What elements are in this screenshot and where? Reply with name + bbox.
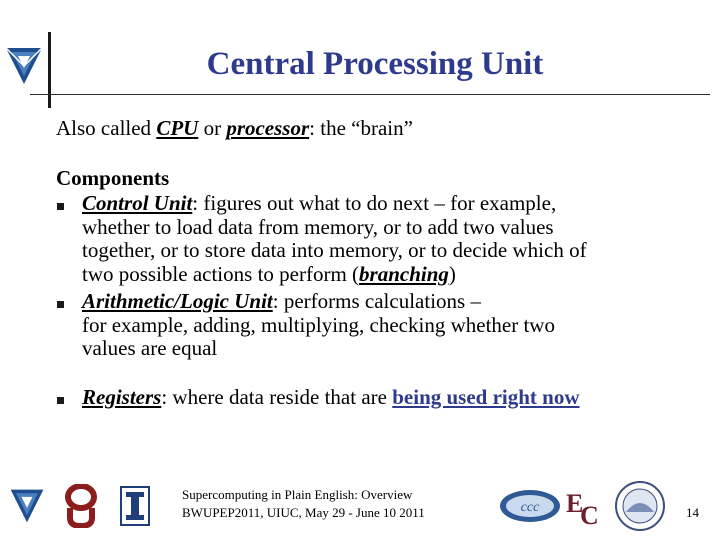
bullet-text: values are equal: [82, 336, 218, 360]
bullet-marker: [57, 301, 64, 308]
bullet-text: ): [448, 261, 456, 286]
oscer-logo-icon: [8, 486, 46, 526]
header-vertical-rule: [48, 32, 51, 108]
bullet-marker: [57, 203, 64, 210]
slide-title: Central Processing Unit: [206, 46, 544, 82]
page-number: 14: [686, 505, 699, 520]
bullet-text: whether to load data from memory, or to add two values: [82, 214, 554, 239]
components-heading: Components: [56, 166, 170, 190]
registers-term: Registers: [82, 385, 162, 409]
cpu-term: CPU: [156, 116, 199, 140]
alu-term: Arithmetic/Logic Unit: [82, 289, 273, 313]
svg-text:E: E: [566, 489, 584, 518]
bullet-text: two possible actions to perform (: [82, 261, 360, 286]
bullet-marker: [57, 397, 64, 404]
branching-term: branching: [359, 261, 449, 286]
bullet-text: : performs calculations –: [272, 289, 481, 313]
header-horizontal-rule: [30, 94, 710, 95]
intro-prefix: Also called: [56, 116, 157, 140]
ou-logo-icon: [64, 484, 98, 528]
processor-term: processor: [226, 116, 310, 140]
intro-suffix: : the “brain”: [309, 116, 413, 140]
svg-text:C: C: [580, 501, 599, 526]
ccc-logo-icon: [498, 488, 562, 524]
bullet-text: together, or to store data into memory, or to decide which of: [82, 238, 587, 262]
bullet-alu: [82, 290, 555, 361]
bullet-control-unit: [82, 192, 587, 286]
intro-middle: or: [198, 116, 227, 140]
bullet-text: for example, adding, multiplying, checking whether two: [82, 312, 555, 337]
footer-text: [182, 486, 425, 522]
ec-logo-icon: [566, 486, 602, 526]
illinois-logo-icon: [120, 486, 150, 526]
oscer-logo-icon: [4, 44, 44, 88]
being-used-right-now-highlight: being used right now: [392, 385, 580, 409]
footer-line-2: BWUPEP2011, UIUC, May 29 - June 10 2011: [182, 505, 425, 520]
control-unit-term: Control Unit: [82, 191, 193, 215]
bullet-text: : where data reside that are: [161, 385, 393, 409]
seal-logo-icon: [614, 480, 666, 532]
footer-line-1: Supercomputing in Plain English: Overview: [182, 487, 413, 502]
bullet-text: : figures out what to do next – for example,: [192, 191, 557, 215]
svg-text:ccc: ccc: [520, 500, 540, 515]
bullet-registers: [82, 386, 580, 410]
intro-line: [56, 117, 413, 140]
